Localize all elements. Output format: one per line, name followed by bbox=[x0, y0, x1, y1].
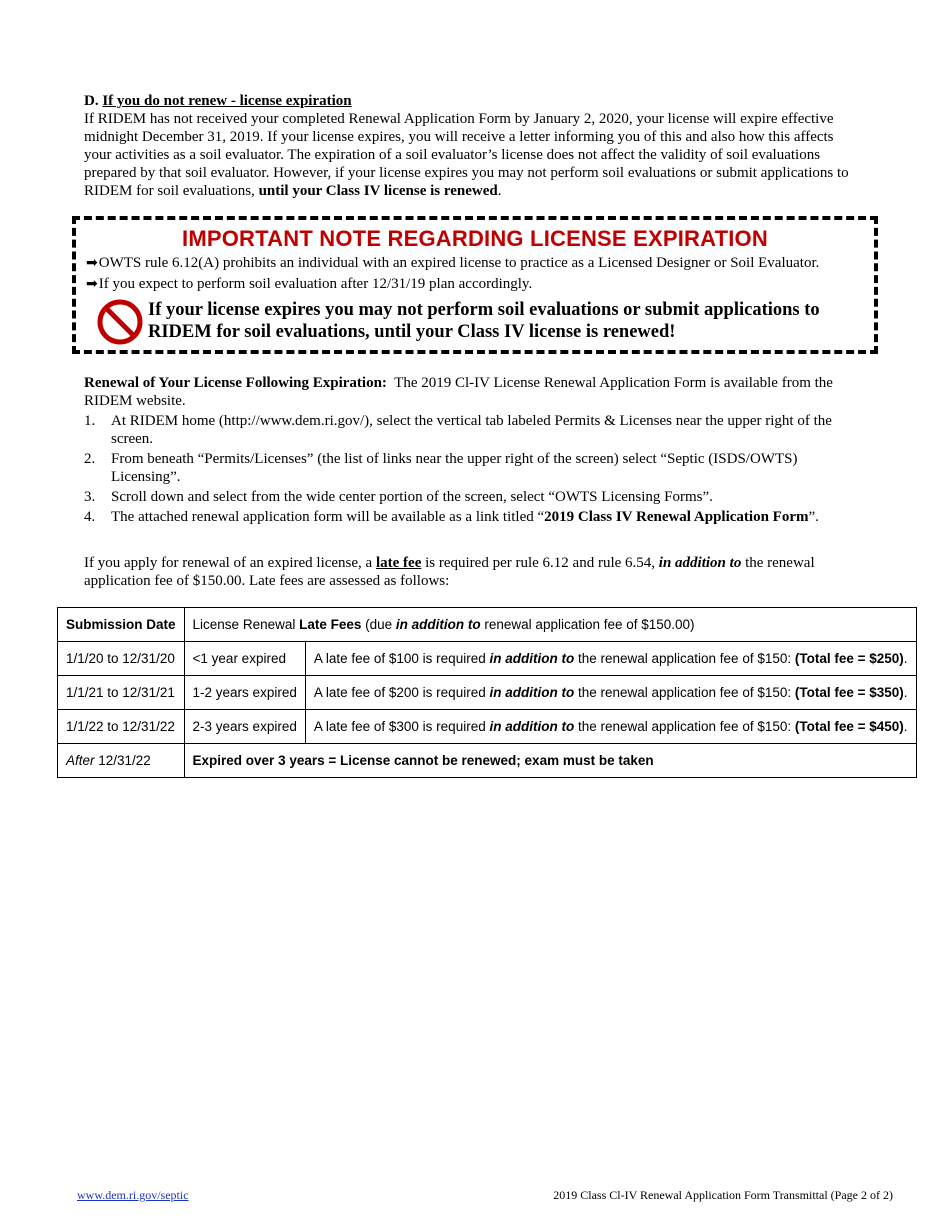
table-header-row bbox=[58, 608, 917, 642]
important-note-box bbox=[72, 216, 878, 354]
section-d-body-text: If RIDEM has not received your completed Renewal Application Form by January 2, 2020, your license will expire effective midnight December 31, 2019. If your license expires, you will receive a letter informing you of this and also how this affects your activities as a soil evaluator. The expiration of a soil evaluator’s license does not affect the validity of soil evaluations prepared by that soil evaluator. However, if your license expires you may not perform soil evaluations or submit applications to RIDEM for soil evaluations, bbox=[84, 111, 849, 199]
note-bullet-2-text: If you expect to perform soil evaluation after 12/31/19 plan accordingly. bbox=[98, 276, 533, 292]
header-in-addition: in addition to bbox=[395, 617, 481, 632]
section-d-letter: D. bbox=[84, 93, 99, 109]
renewal-steps bbox=[84, 412, 854, 526]
arrow-right-icon: ➡ bbox=[86, 255, 98, 271]
section-d-title: If you do not renew - license expiration bbox=[102, 93, 352, 109]
late-fee-intro-pre: If you apply for renewal of an expired license, a bbox=[84, 555, 376, 571]
header-due: (due bbox=[361, 617, 396, 632]
fee-end: . bbox=[903, 685, 908, 700]
cell-fee bbox=[305, 642, 916, 676]
step-text: At RIDEM home (http://www.dem.ri.gov/), select the vertical tab labeled Permits & Licenses near the upper right of the screen. bbox=[111, 413, 832, 447]
late-fee-term: late fee bbox=[375, 555, 422, 571]
list-item bbox=[84, 508, 854, 526]
cell-expired: 1-2 years expired bbox=[184, 676, 305, 710]
form-link-title: 2019 Class IV Renewal Application Form bbox=[544, 509, 809, 525]
header-late-fees bbox=[184, 608, 916, 642]
step-number: 3. bbox=[84, 489, 96, 505]
step-text: From beneath “Permits/Licenses” (the list of links near the upper right of the screen) select “Septic (ISDS/OWTS) Licensing”. bbox=[111, 451, 798, 485]
cell-fee bbox=[305, 710, 916, 744]
note-warning: If your license expires you may not perform soil evaluations or submit applications to RIDEM for soil evaluations, until your Class IV license is renewed! bbox=[148, 300, 820, 342]
footer-website-link[interactable]: www.dem.ri.gov/septic bbox=[77, 1188, 189, 1202]
cell-expired: 2-3 years expired bbox=[184, 710, 305, 744]
renewal-heading: Renewal of Your License Following Expiration: bbox=[84, 375, 387, 391]
list-item bbox=[84, 412, 854, 448]
table-row bbox=[58, 744, 917, 778]
late-fee-intro bbox=[84, 554, 844, 590]
fee-mid: the renewal application fee of $150: bbox=[574, 651, 795, 666]
late-fee-intro-post: the renewal application fee of $150.00. Late fees are assessed as follows: bbox=[84, 555, 815, 589]
fee-pre: A late fee of $300 is required bbox=[313, 719, 490, 734]
list-item bbox=[84, 488, 854, 506]
renewal-intro bbox=[84, 374, 854, 410]
cell-date bbox=[58, 744, 185, 778]
fee-mid: the renewal application fee of $150: bbox=[574, 719, 795, 734]
header-late-fees-bold: Late Fees bbox=[299, 617, 362, 632]
header-submission-date: Submission Date bbox=[58, 608, 185, 642]
cell-expired: <1 year expired bbox=[184, 642, 305, 676]
renewal-section bbox=[84, 374, 854, 526]
note-bullet-1 bbox=[86, 254, 819, 272]
fee-in-addition: in addition to bbox=[489, 685, 575, 700]
step-text-post: ”. bbox=[808, 509, 819, 525]
cell-date: 1/1/21 to 12/31/21 bbox=[58, 676, 185, 710]
late-fee-table bbox=[57, 607, 917, 778]
list-item bbox=[84, 450, 854, 486]
note-bullet-1-text: OWTS rule 6.12(A) prohibits an individual with an expired license to practice as a Licensed Designer or Soil Evaluator. bbox=[98, 255, 820, 271]
step-text: Scroll down and select from the wide center portion of the screen, select “OWTS Licensing Forms”. bbox=[111, 489, 713, 505]
prohibited-icon bbox=[96, 298, 144, 346]
fee-end: . bbox=[903, 719, 908, 734]
table-row bbox=[58, 642, 917, 676]
fee-total: (Total fee = $450) bbox=[794, 719, 904, 734]
fee-end: . bbox=[903, 651, 908, 666]
footer-page-label: 2019 Class Cl-IV Renewal Application Form Transmittal (Page 2 of 2) bbox=[553, 1188, 893, 1202]
fee-pre: A late fee of $100 is required bbox=[313, 651, 490, 666]
fee-in-addition: in addition to bbox=[489, 719, 575, 734]
cell-date-value: 12/31/22 bbox=[94, 753, 151, 768]
fee-mid: the renewal application fee of $150: bbox=[574, 685, 795, 700]
cell-expired-note: Expired over 3 years = License cannot be renewed; exam must be taken bbox=[184, 744, 916, 778]
fee-total: (Total fee = $250) bbox=[794, 651, 904, 666]
table-row bbox=[58, 676, 917, 710]
cell-fee bbox=[305, 676, 916, 710]
header-post: renewal application fee of $150.00) bbox=[480, 617, 695, 632]
section-d-body bbox=[84, 110, 854, 200]
section-d-body-bold: until your Class IV license is renewed bbox=[258, 183, 498, 199]
renewal-intro-text: The 2019 Cl-IV License Renewal Application Form is available from the RIDEM website. bbox=[84, 375, 833, 409]
cell-date-after: After bbox=[66, 753, 95, 768]
in-addition-emphasis: in addition to bbox=[658, 555, 742, 571]
fee-total: (Total fee = $350) bbox=[794, 685, 904, 700]
fee-pre: A late fee of $200 is required bbox=[313, 685, 490, 700]
step-text-pre: The attached renewal application form will be available as a link titled “ bbox=[111, 509, 545, 525]
header-pre: License Renewal bbox=[192, 617, 300, 632]
arrow-right-icon: ➡ bbox=[86, 276, 98, 292]
step-number: 4. bbox=[84, 509, 96, 525]
cell-date: 1/1/22 to 12/31/22 bbox=[58, 710, 185, 744]
section-d-body-end: . bbox=[497, 183, 502, 199]
late-fee-intro-mid: is required per rule 6.12 and rule 6.54, bbox=[421, 555, 659, 571]
fee-in-addition: in addition to bbox=[489, 651, 575, 666]
table-row bbox=[58, 710, 917, 744]
note-title: IMPORTANT NOTE REGARDING LICENSE EXPIRATION bbox=[182, 226, 768, 251]
step-number: 1. bbox=[84, 413, 96, 429]
cell-date: 1/1/20 to 12/31/20 bbox=[58, 642, 185, 676]
step-number: 2. bbox=[84, 451, 96, 467]
section-d-heading bbox=[84, 92, 854, 110]
note-bullet-2 bbox=[86, 275, 532, 293]
section-d bbox=[84, 92, 854, 200]
